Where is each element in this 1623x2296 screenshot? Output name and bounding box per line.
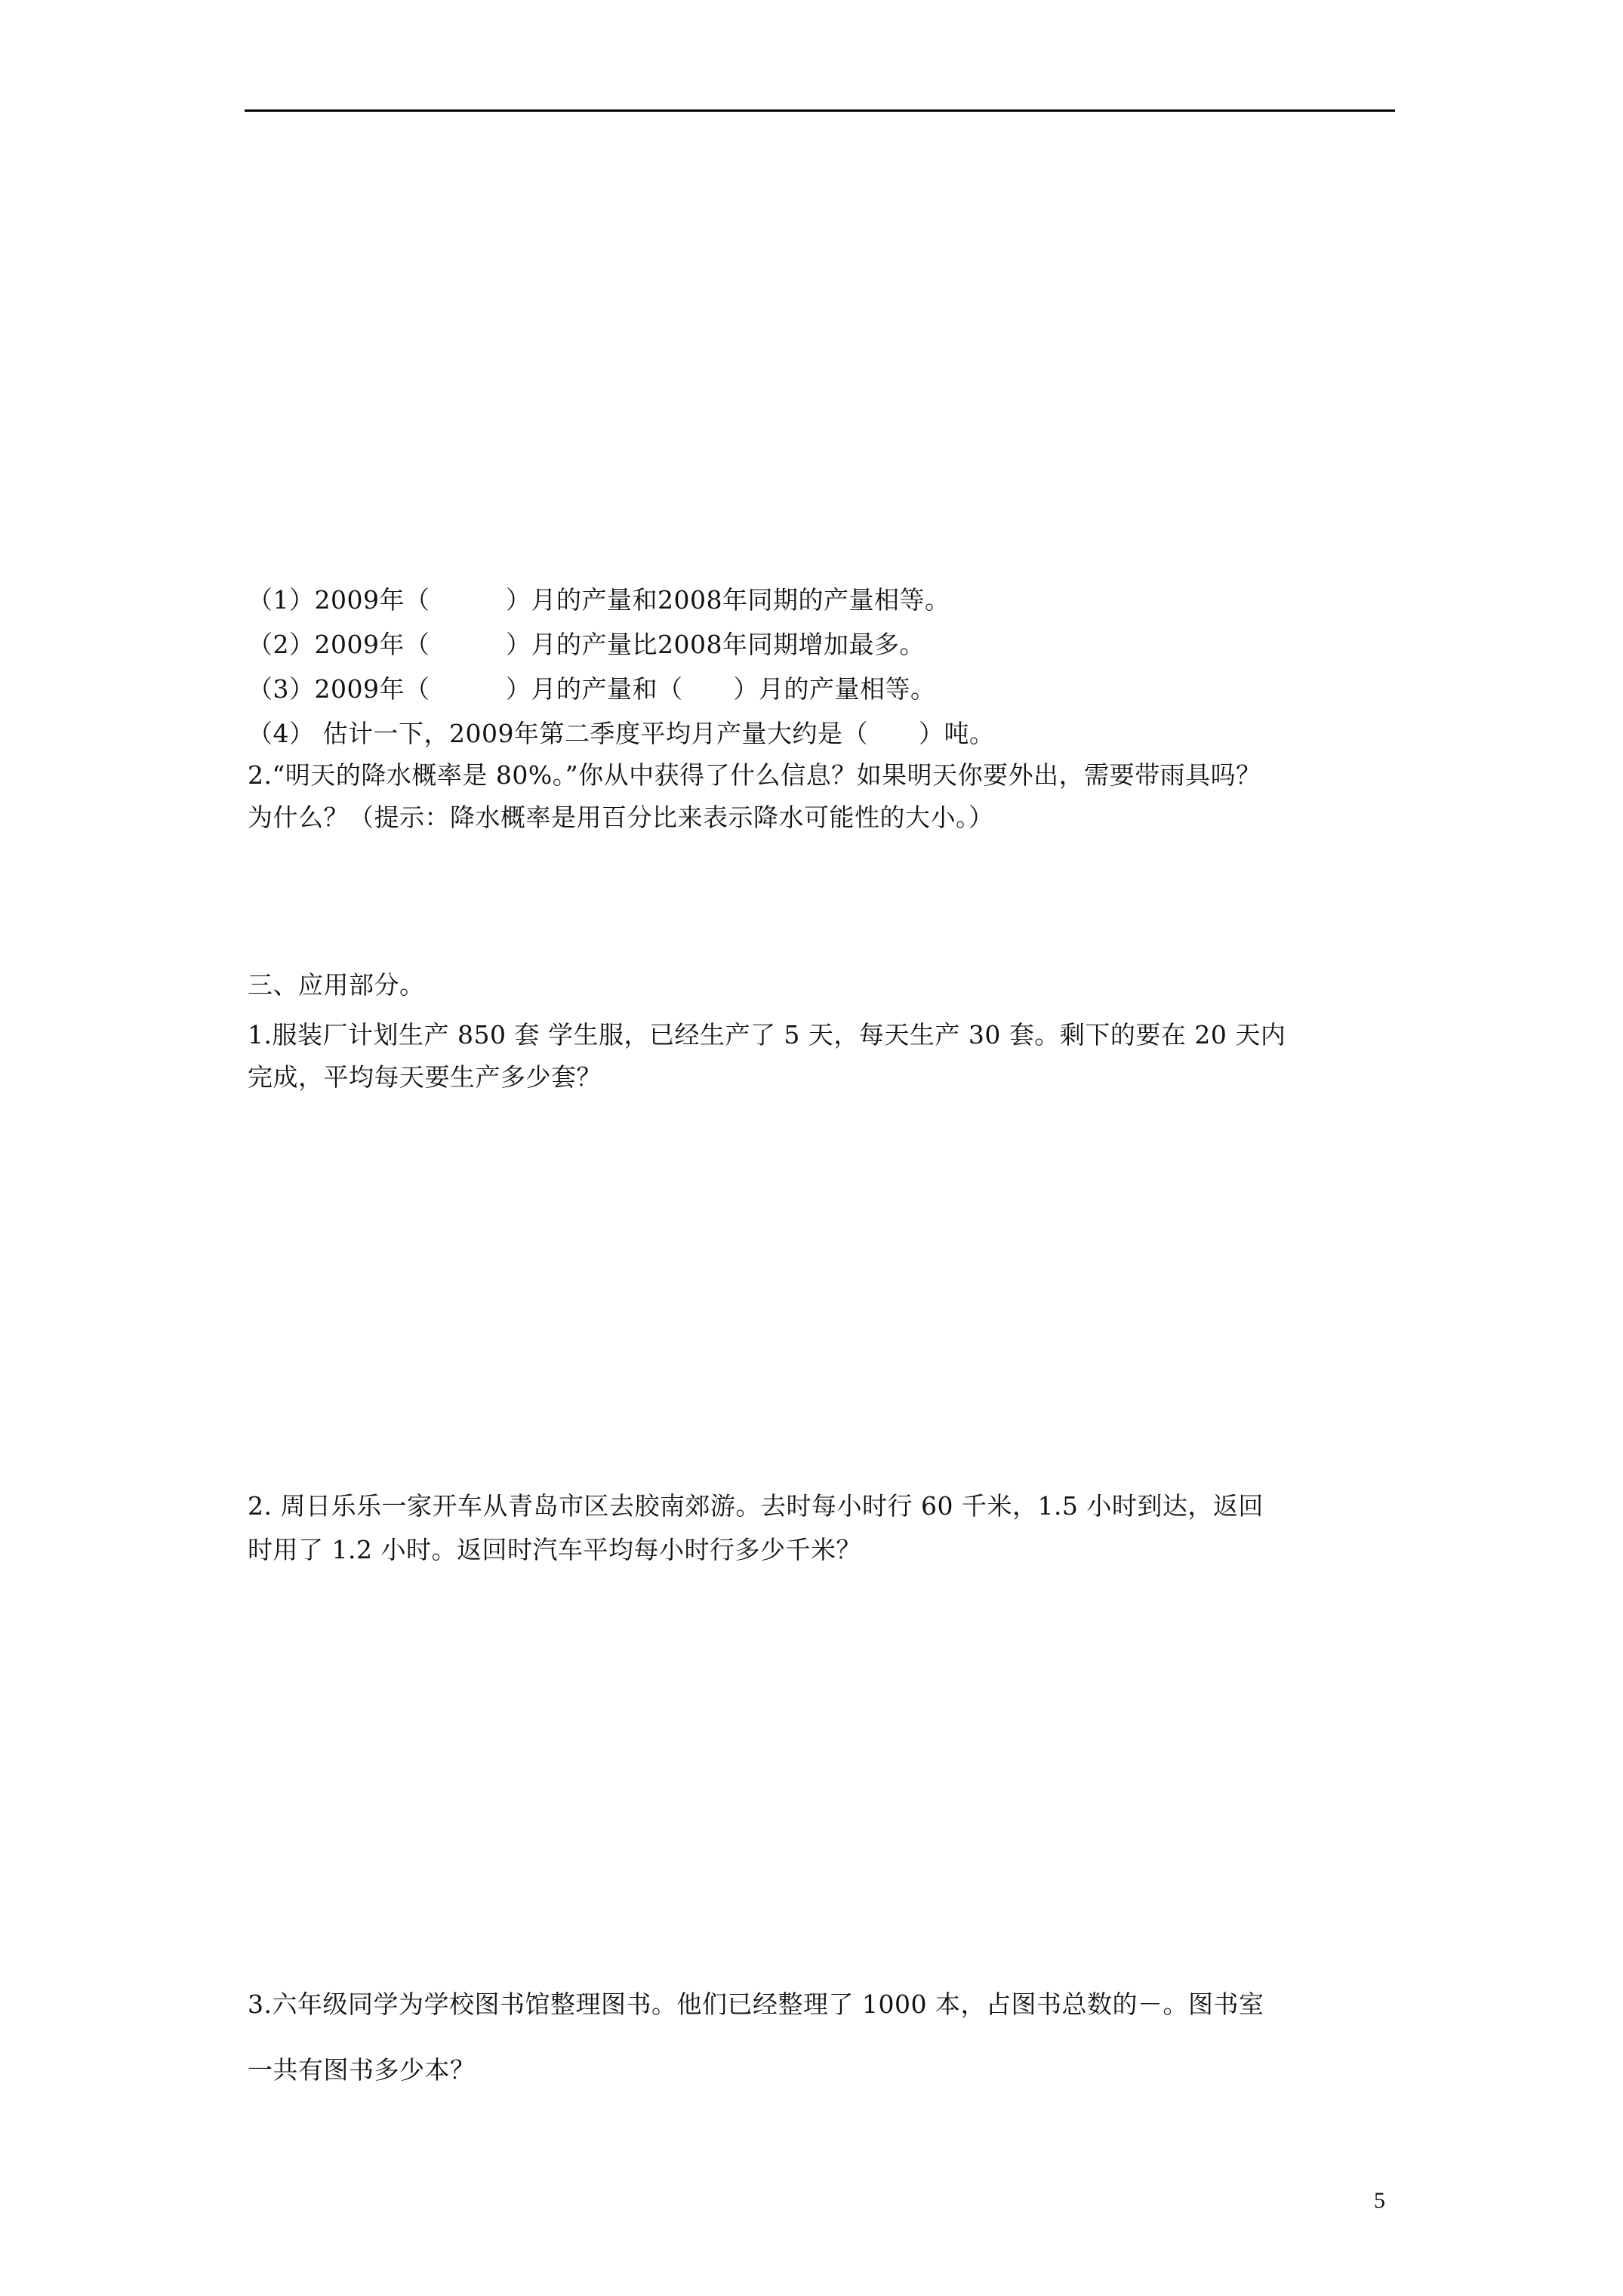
q2-text-line-1: 2.“明天的降水概率是 80%。”你从中获得了什么信息？如果明天你要外出，需要带雨具吗？ xyxy=(248,760,1261,790)
app-q1-line-1: 1.服装厂计划生产 850 套 学生服，已经生产了 5 天，每天生产 30 套。剩下的要在 20 天内 xyxy=(248,1020,1286,1049)
app-q3-line-1: 3.六年级同学为学校图书馆整理图书。他们已经整理了 1000 本，占图书总数的－。图书室 xyxy=(248,1989,1264,2019)
q1-subitem-1: （1）2009年（ ）月的产量和2008年同期的产量相等。 xyxy=(248,585,950,615)
q1-subitem-4: （4） 估计一下，2009年第二季度平均月产量大约是（ ）吨。 xyxy=(248,719,995,748)
section-3-heading: 三、应用部分。 xyxy=(248,970,425,1000)
q1-subitem-3: （3）2009年（ ）月的产量和（ ）月的产量相等。 xyxy=(248,674,936,704)
app-q2-line-2: 时用了 1.2 小时。返回时汽车平均每小时行多少千米？ xyxy=(248,1535,861,1564)
app-q1-line-2: 完成，平均每天要生产多少套？ xyxy=(248,1062,602,1092)
page-number: 5 xyxy=(1374,2188,1385,2213)
app-q2-line-1: 2. 周日乐乐一家开车从青岛市区去胶南郊游。去时每小时行 60 千米，1.5 小时到达，返回 xyxy=(248,1491,1264,1521)
q1-subitem-2: （2）2009年（ ）月的产量比2008年同期增加最多。 xyxy=(248,630,925,659)
q2-text-line-2: 为什么？（提示：降水概率是用百分比来表示降水可能性的大小。） xyxy=(248,803,994,832)
header-rule xyxy=(245,109,1395,112)
app-q3-line-2: 一共有图书多少本？ xyxy=(248,2055,476,2085)
